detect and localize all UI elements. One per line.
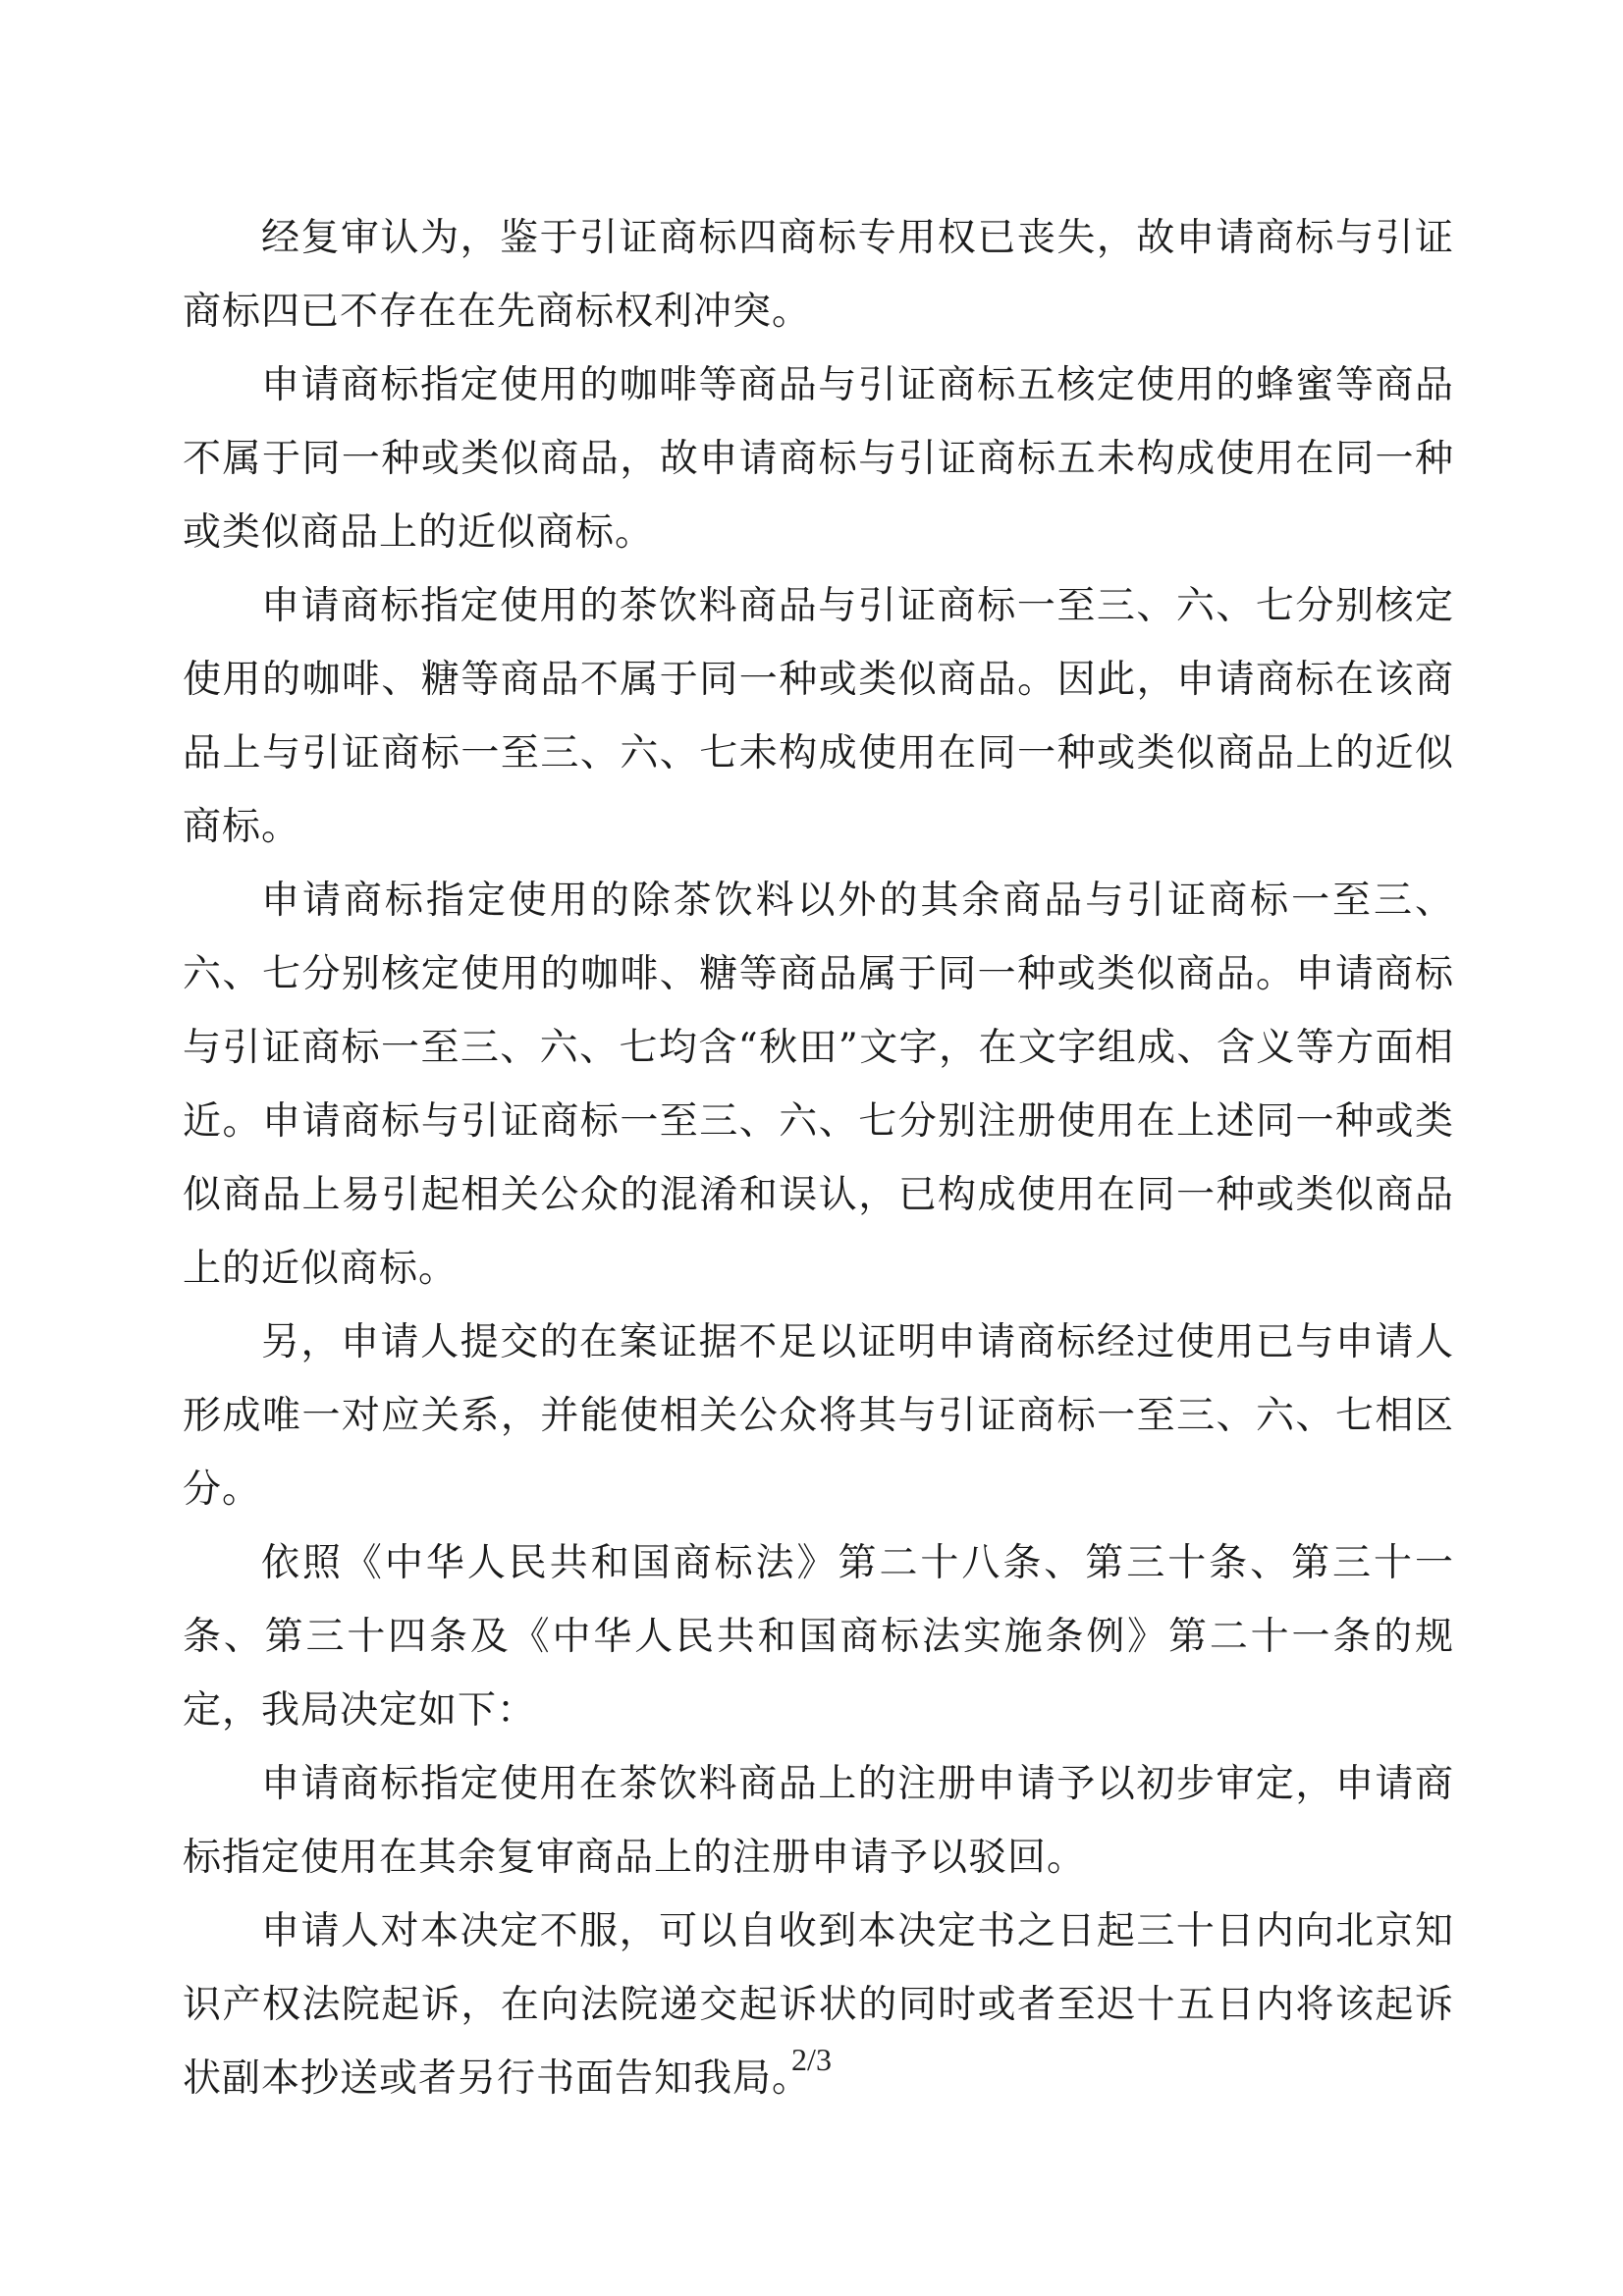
page-number: 2/3	[791, 2042, 832, 2077]
paragraph: 申请人对本决定不服，可以自收到本决定书之日起三十日内向北京知识产权法院起诉，在向法院递交起诉状的同时或者至迟十五日内将该起诉状副本抄送或者另行书面告知我局。	[183, 1909, 1454, 2101]
paragraph: 申请商标指定使用的除茶饮料以外的其余商品与引证商标一至三、六、七分别核定使用的咖啡、糖等商品属于同一种或类似商品。申请商标与引证商标一至三、六、七均含“秋田”文字，在文字组成、含义等方面相近。申请商标与引证商标一至三、六、七分别注册使用在上述同一种或类似商品上易引起相关公众的混淆和误认，已构成使用在同一种或类似商品上的近似商标。	[183, 879, 1454, 1291]
paragraph: 申请商标指定使用的茶饮料商品与引证商标一至三、六、七分别核定使用的咖啡、糖等商品不属于同一种或类似商品。因此，申请商标在该商品上与引证商标一至三、六、七未构成使用在同一种或类似商品上的近似商标。	[183, 584, 1454, 849]
paragraph: 另，申请人提交的在案证据不足以证明申请商标经过使用已与申请人形成唯一对应关系，并能使相关公众将其与引证商标一至三、六、七相区分。	[183, 1320, 1454, 1512]
paragraph: 申请商标指定使用在茶饮料商品上的注册申请予以初步审定，申请商标指定使用在其余复审商品上的注册申请予以驳回。	[183, 1762, 1454, 1880]
paragraph: 申请商标指定使用的咖啡等商品与引证商标五核定使用的蜂蜜等商品不属于同一种或类似商品，故申请商标与引证商标五未构成使用在同一种或类似商品上的近似商标。	[183, 363, 1454, 555]
document-body	[183, 201, 1454, 2115]
paragraph: 依照《中华人民共和国商标法》第二十八条、第三十条、第三十一条、第三十四条及《中华人民共和国商标法实施条例》第二十一条的规定，我局决定如下：	[183, 1541, 1454, 1733]
paragraph: 经复审认为，鉴于引证商标四商标专用权已丧失，故申请商标与引证商标四已不存在在先商标权利冲突。	[183, 216, 1454, 334]
